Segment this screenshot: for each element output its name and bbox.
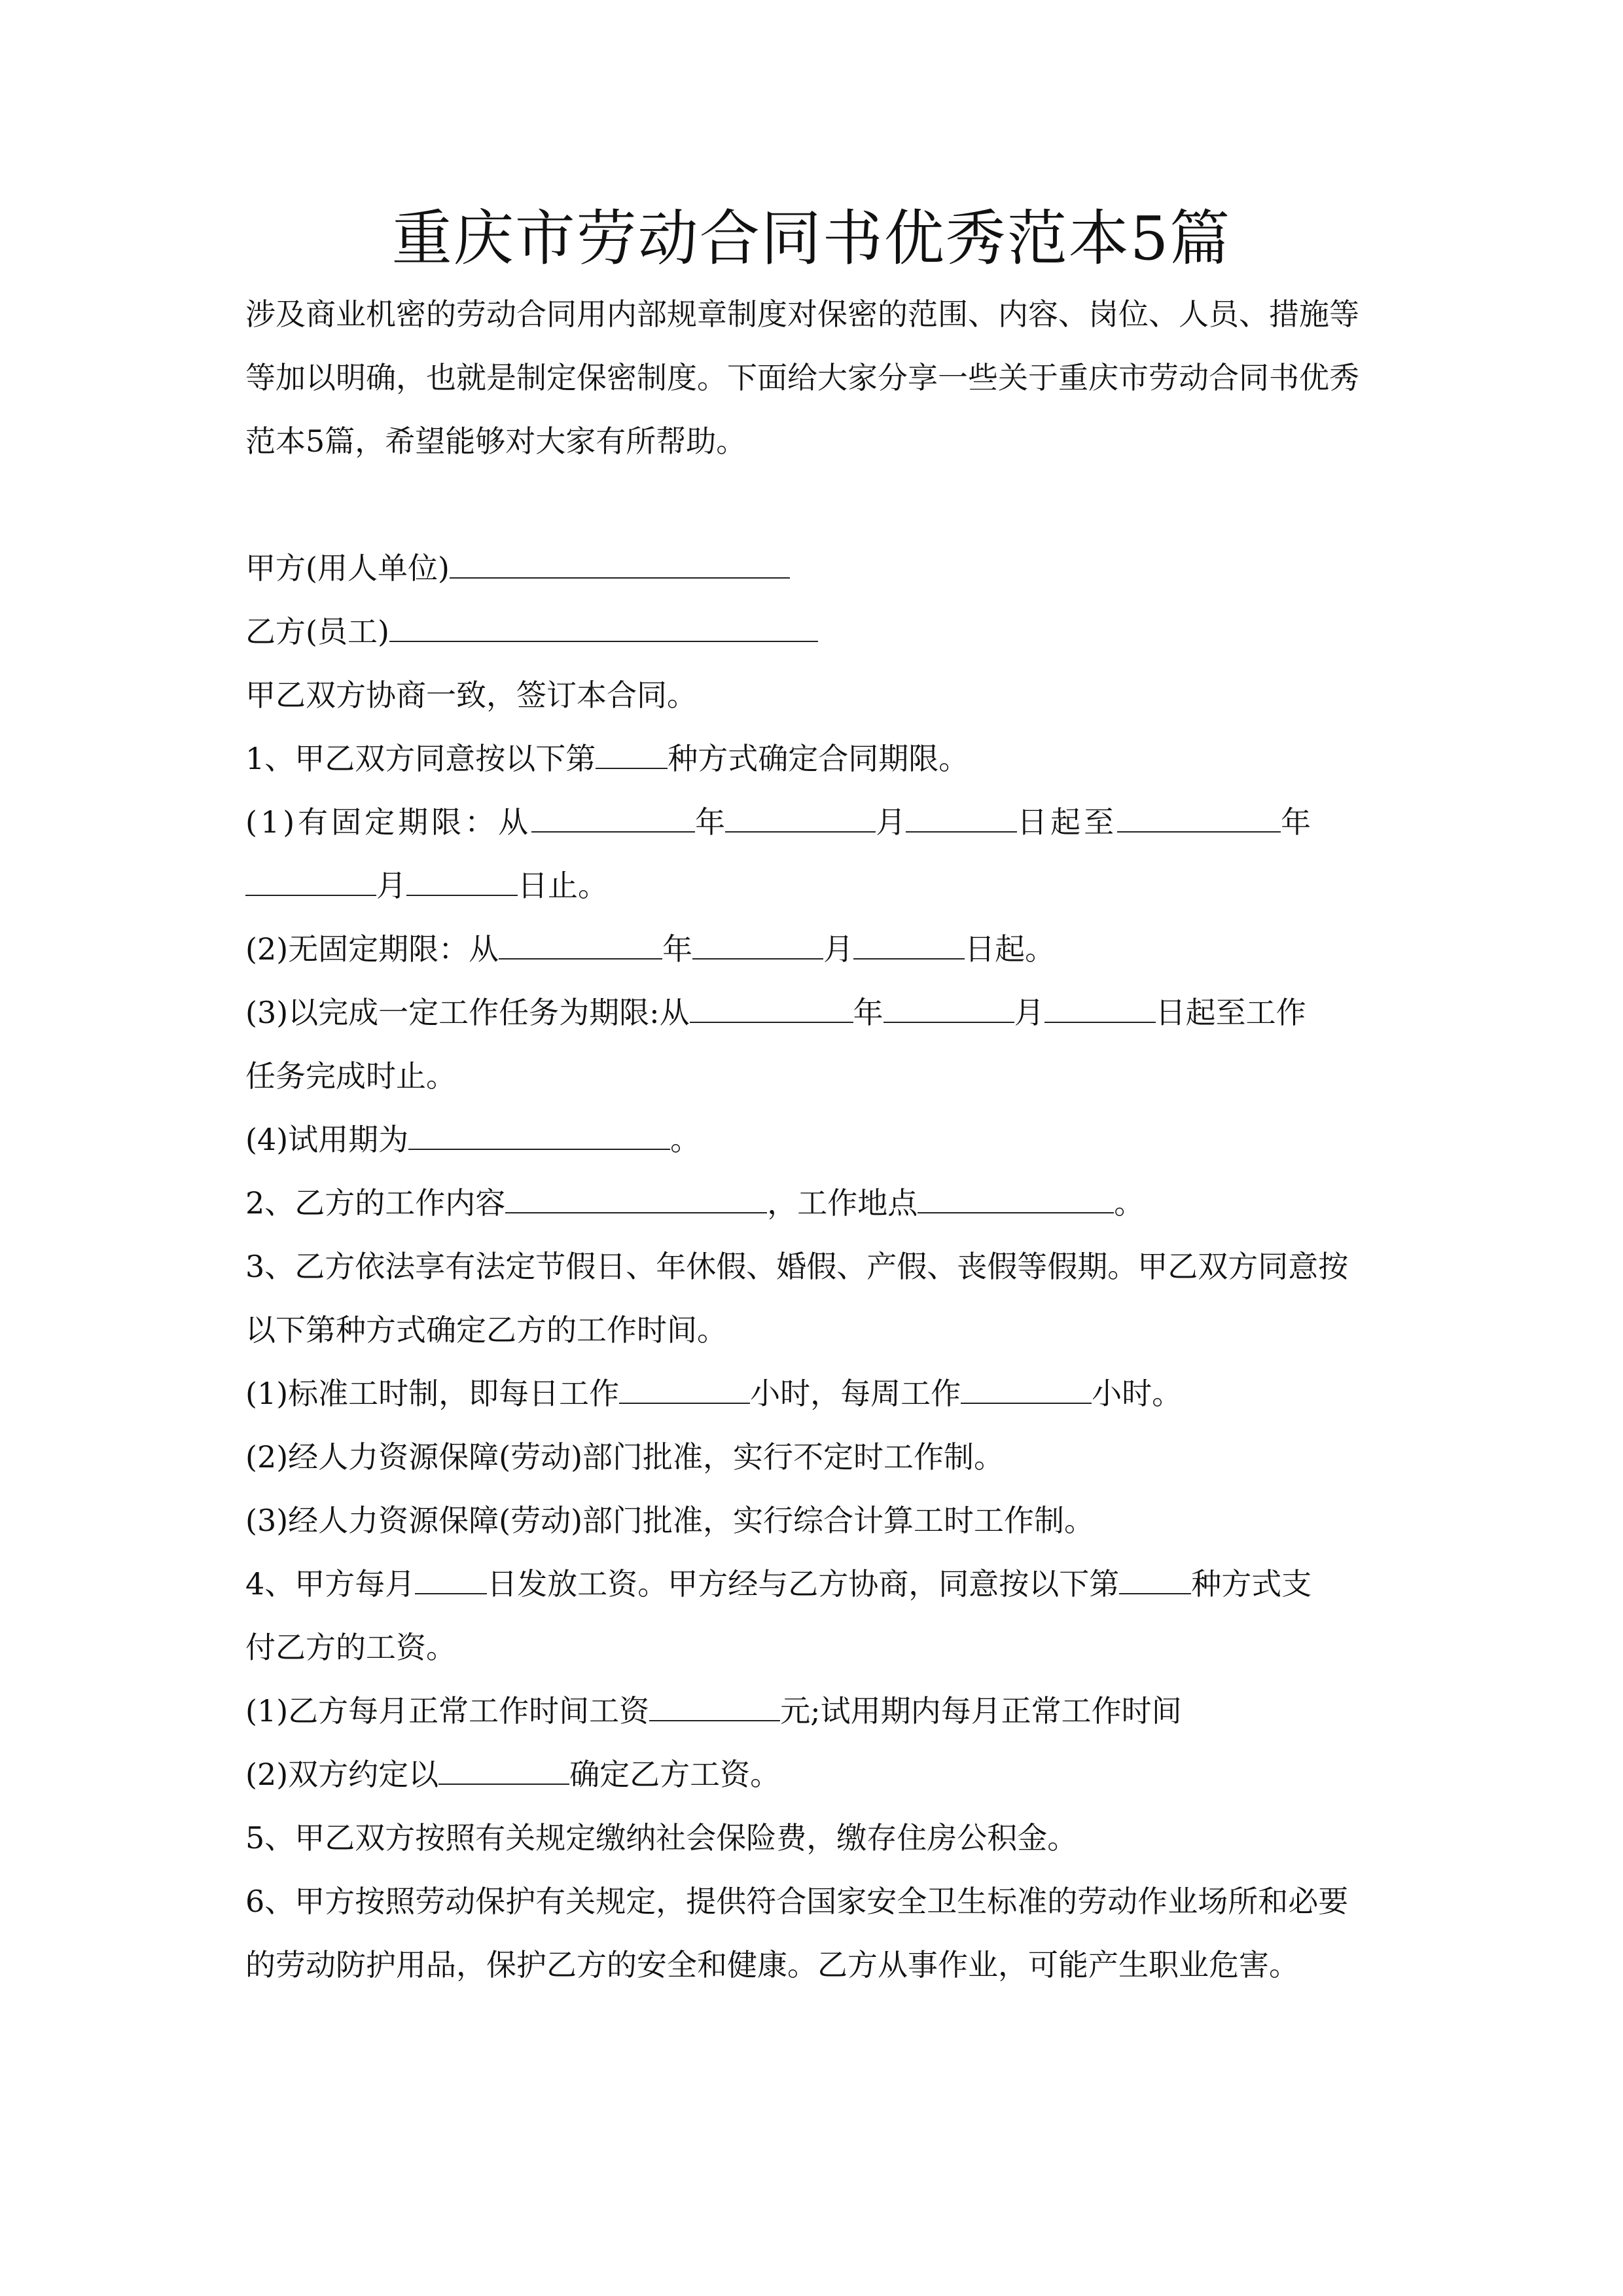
open-term-label: (2)无固定期限：从 [245,931,499,967]
term-type-blank[interactable] [596,734,668,769]
open-start-month-blank[interactable] [692,924,823,960]
party-a-blank[interactable] [450,543,790,579]
page-title: 重庆市劳动合同书优秀范本5篇 [391,204,1232,274]
work-location-label: ，工作地点 [767,1185,918,1221]
fixed-end-day-blank[interactable] [406,861,518,896]
year-label: 年 [1281,804,1311,840]
section-4-line [245,1552,1378,1616]
fixed-start-month-blank[interactable] [725,797,876,833]
pay-method-end: 种方式支 [1191,1566,1312,1602]
open-start-day-blank[interactable] [853,924,965,960]
month-label: 月 [1014,995,1044,1030]
section-1-line [245,727,1378,791]
job-content-blank[interactable] [505,1178,767,1213]
section-1-4-line [245,1108,1378,1172]
task-term-label: (3)以完成一定工作任务为期限:从 [245,995,690,1030]
section-1-3-cont-line: 任务完成时止。 [245,1058,456,1094]
party-b-line [245,600,1378,664]
agreed-wage-end: 确定乙方工资。 [569,1757,781,1792]
monthly-wage-blank[interactable] [649,1686,780,1721]
task-start-day-blank[interactable] [1044,988,1156,1023]
day-end-label: 日止。 [518,868,608,903]
fixed-start-day-blank[interactable] [906,797,1017,833]
task-start-year-blank[interactable] [690,988,853,1023]
section-4-cont-line: 付乙方的工资。 [245,1630,456,1665]
fixed-end-year-blank[interactable] [1117,797,1281,833]
period-mark: 。 [670,1122,701,1157]
year-label: 年 [662,931,693,967]
year-label: 年 [695,804,726,840]
fixed-start-year-blank[interactable] [531,797,695,833]
section-3-3-line: (3)经人力资源保障(劳动)部门批准，实行综合计算工时工作制。 [245,1503,1095,1538]
weekly-hours-label: 小时，每周工作 [750,1376,961,1411]
section-1-3-line [245,981,1378,1045]
party-b-label: 乙方(员工) [245,614,389,649]
fixed-end-month-blank[interactable] [245,861,376,896]
open-end-label: 日起。 [965,931,1056,967]
open-start-year-blank[interactable] [499,924,662,960]
pay-method-blank[interactable] [1119,1559,1191,1594]
agreement-line: 甲乙双方协商一致，签订本合同。 [245,677,697,713]
pay-method-label: 日发放工资。甲方经与乙方协商，同意按以下第 [487,1566,1120,1602]
contract-body [245,537,1378,1997]
party-b-blank[interactable] [389,607,818,642]
task-start-month-blank[interactable] [883,988,1014,1023]
party-a-label: 甲方(用人单位) [245,550,450,586]
month-label: 月 [876,804,906,840]
probation-blank[interactable] [408,1115,670,1150]
month-label: 月 [376,868,406,903]
hours-unit-label: 小时。 [1092,1376,1183,1411]
work-location-blank[interactable] [918,1178,1114,1213]
agreed-wage-blank[interactable] [438,1749,569,1785]
section-1-2-line [245,918,1378,981]
standard-hours-label: (1)标准工时制，即每日工作 [245,1376,620,1411]
section-3-2-line: (2)经人力资源保障(劳动)部门批准，实行不定时工作制。 [245,1439,1005,1475]
section-1-text: 1、甲乙双方同意按以下第 [245,741,596,776]
monthly-wage-label: (1)乙方每月正常工作时间工资 [245,1693,650,1729]
section-1-1-line [245,791,1378,854]
agreed-wage-label: (2)双方约定以 [245,1757,439,1792]
payday-blank[interactable] [415,1559,487,1594]
probation-wage-label: 元;试用期内每月正常工作时间 [780,1693,1182,1729]
task-end-label: 日起至工作 [1155,995,1306,1030]
party-a-line [245,537,1378,600]
section-4-2-line [245,1743,1378,1806]
section-3-paragraph: 3、乙方依法享有法定节假日、年休假、婚假、产假、丧假等假期。甲乙双方同意按以下第种方式确定乙方的工作时间。 [245,1249,1349,1348]
section-1-text-end: 种方式确定合同期限。 [668,741,969,776]
month-label: 月 [823,931,854,967]
job-content-label: 2、乙方的工作内容 [245,1185,506,1221]
section-2-line [245,1172,1378,1235]
intro-text: 涉及商业机密的劳动合同用内部规章制度对保密的范围、内容、岗位、人员、措施等等加以明确，也就是制定保密制度。下面给大家分享一些关于重庆市劳动合同书优秀范本5篇，希望能够对大家有所帮助。 [245,296,1359,459]
section-6-paragraph: 6、甲方按照劳动保护有关规定，提供符合国家安全卫生标准的劳动作业场所和必要的劳动防护用品，保护乙方的安全和健康。乙方从事作业，可能产生职业危害。 [245,1884,1349,1982]
fixed-term-label: (1)有固定期限：从 [245,804,532,840]
period-mark: 。 [1114,1185,1145,1221]
daily-hours-blank[interactable] [619,1369,750,1404]
weekly-hours-blank[interactable] [961,1369,1092,1404]
section-3-1-line [245,1362,1378,1426]
probation-label: (4)试用期为 [245,1122,409,1157]
section-4-1-line [245,1679,1378,1743]
section-5-line: 5、甲乙双方按照有关规定缴纳社会保险费，缴存住房公积金。 [245,1820,1078,1856]
section-1-1-cont-line [245,854,1378,918]
intro-paragraph [245,283,1378,473]
payday-label: 4、甲方每月 [245,1566,416,1602]
day-from-label: 日起至 [1017,804,1118,840]
year-label: 年 [853,995,883,1030]
